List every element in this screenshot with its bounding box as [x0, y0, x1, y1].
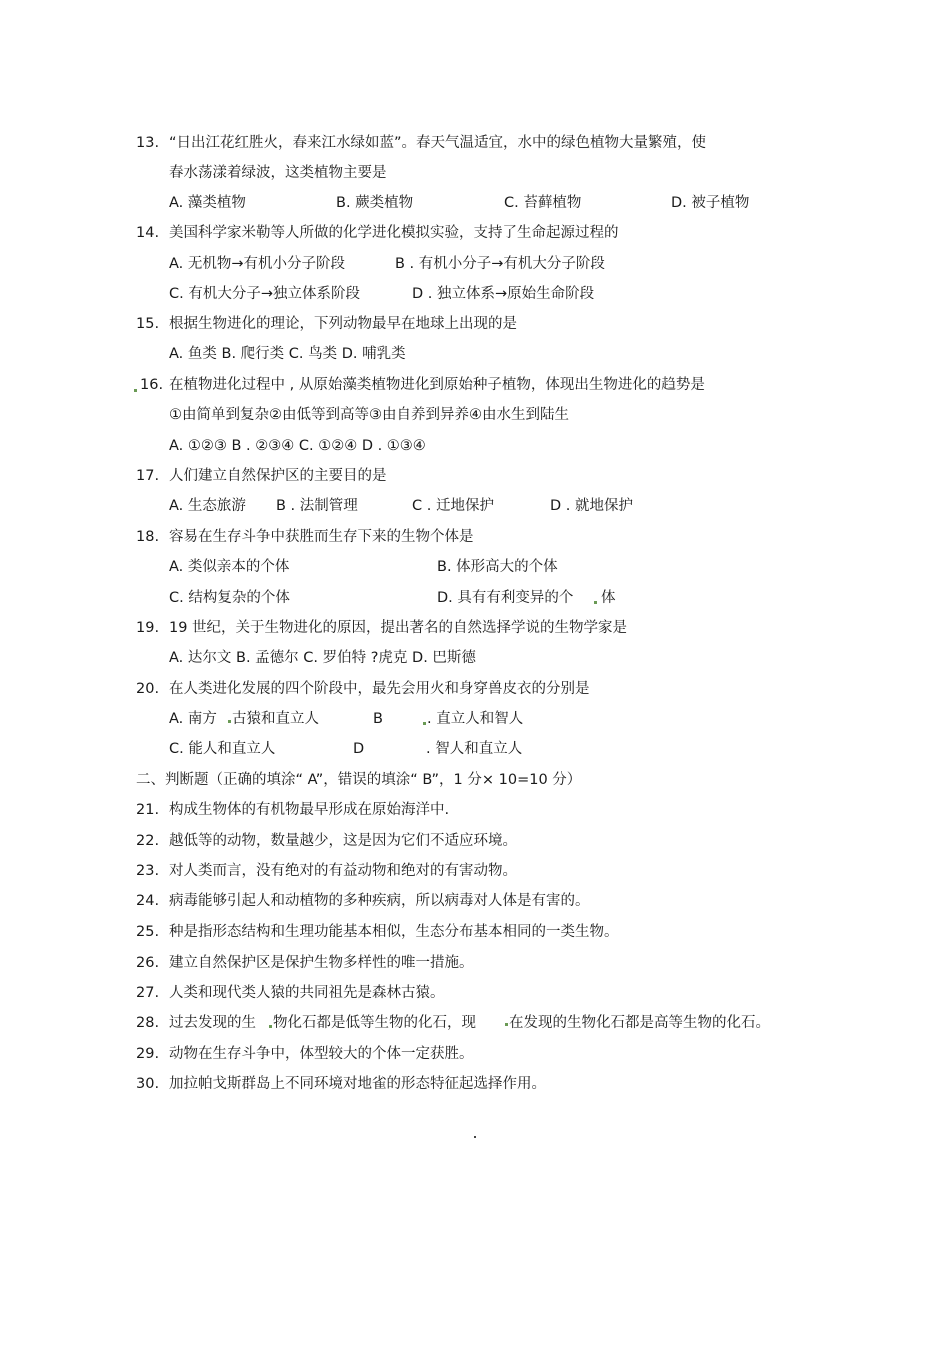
- options: A. ①②③ B . ②③④ C. ①②④ D . ①③④: [169, 438, 426, 454]
- question-stem: 在人类进化发展的四个阶段中，最先会用火和身穿兽皮衣的分别是: [169, 681, 590, 697]
- statement: 建立自然保护区是保护生物多样性的唯一措施。: [169, 955, 474, 971]
- scan-speck: [505, 1023, 508, 1026]
- scan-speck: [228, 720, 231, 723]
- statement: 种是指形态结构和生理功能基本相似，生态分布基本相同的一类生物。: [169, 924, 619, 940]
- option-c: C. 能人和直立人: [169, 741, 276, 757]
- question-number: 20.: [136, 681, 160, 697]
- scan-speck: [594, 601, 597, 604]
- question-number: 21.: [136, 802, 160, 818]
- option-d-letter: D: [353, 741, 365, 757]
- statement: 动物在生存斗争中，体型较大的个体一定获胜。: [169, 1046, 474, 1062]
- scan-speck: [269, 1025, 272, 1028]
- question-number: 22.: [136, 833, 160, 849]
- option-d: D. 具有有利变异的个: [437, 590, 574, 606]
- option-a: A. 生态旅游: [169, 498, 246, 514]
- question-number: 17.: [136, 468, 160, 484]
- option-d: D . 就地保护: [550, 498, 633, 514]
- question-number: 27.: [136, 985, 160, 1001]
- question-number: 23.: [136, 863, 160, 879]
- option-a: A. 藻类植物: [169, 195, 246, 211]
- page-mark: [474, 1136, 476, 1138]
- question-number: 26.: [136, 955, 160, 971]
- question-number: 14.: [136, 225, 160, 241]
- question-number: 30.: [136, 1076, 160, 1092]
- statement-part: 过去发现的生: [169, 1015, 256, 1031]
- option-c: C. 结构复杂的个体: [169, 590, 290, 606]
- question-stem: “日出江花红胜火，春来江水绿如蓝”。春天气温适宜，水中的绿色植物大量繁殖，使: [169, 135, 707, 151]
- option-a: A. 南方: [169, 711, 217, 727]
- statement: 人类和现代类人猿的共同祖先是森林古猿。: [169, 985, 445, 1001]
- statement: 对人类而言，没有绝对的有益动物和绝对的有害动物。: [169, 863, 517, 879]
- question-stem: 19 世纪，关于生物进化的原因，提出著名的自然选择学说的生物学家是: [169, 620, 628, 636]
- question-stem-continued: 春水荡漾着绿波，这类植物主要是: [169, 165, 387, 181]
- option-b: B . 法制管理: [276, 498, 358, 514]
- option-d: . 智人和直立人: [426, 741, 523, 757]
- statement: 病毒能够引起人和动植物的多种疾病，所以病毒对人体是有害的。: [169, 893, 590, 909]
- question-number: 16.: [140, 377, 164, 393]
- statement-part: 在发现的生物化石都是高等生物的化石。: [509, 1015, 770, 1031]
- option-a-tail: 古猿和直立人: [232, 711, 319, 727]
- question-stem: 在植物进化过程中 , 从原始藻类植物进化到原始种子植物，体现出生物进化的趋势是: [169, 377, 705, 393]
- options: A. 鱼类 B. 爬行类 C. 鸟类 D. 哺乳类: [169, 346, 406, 362]
- question-stem: 人们建立自然保护区的主要目的是: [169, 468, 387, 484]
- option-b: B . 有机小分子→有机大分子阶段: [395, 256, 605, 272]
- statement: 加拉帕戈斯群岛上不同环境对地雀的形态特征起选择作用。: [169, 1076, 546, 1092]
- question-stem: 美国科学家米勒等人所做的化学进化模拟实验，支持了生命起源过程的: [169, 225, 619, 241]
- option-d-tail: 体: [601, 590, 616, 606]
- option-a: A. 无机物→有机小分子阶段: [169, 256, 346, 272]
- question-number: 13.: [136, 135, 160, 151]
- option-d: D. 被子植物: [671, 195, 750, 211]
- question-number: 24.: [136, 893, 160, 909]
- statement: 构成生物体的有机物最早形成在原始海洋中.: [169, 802, 450, 818]
- question-number: 15.: [136, 316, 160, 332]
- option-a: A. 类似亲本的个体: [169, 559, 290, 575]
- scan-speck: [423, 722, 426, 725]
- question-number: 29.: [136, 1046, 160, 1062]
- option-c: C . 迁地保护: [412, 498, 494, 514]
- option-c: C. 苔藓植物: [504, 195, 582, 211]
- question-number: 18.: [136, 529, 160, 545]
- options: A. 达尔文 B. 孟德尔 C. 罗伯特 ?虎克 D. 巴斯德: [169, 650, 476, 666]
- statement-part: 物化石都是低等生物的化石，现: [273, 1015, 476, 1031]
- question-number: 19.: [136, 620, 160, 636]
- statement-list: ①由简单到复杂②由低等到高等③由自养到异养④由水生到陆生: [169, 407, 569, 423]
- question-number: 25.: [136, 924, 160, 940]
- statement: 越低等的动物，数量越少，这是因为它们不适应环境。: [169, 833, 517, 849]
- option-b: B. 蕨类植物: [336, 195, 414, 211]
- option-c: C. 有机大分子→独立体系阶段: [169, 286, 360, 302]
- option-b-letter: B: [373, 711, 383, 727]
- option-b: B. 体形高大的个体: [437, 559, 558, 575]
- option-d: D . 独立体系→原始生命阶段: [412, 286, 595, 302]
- question-stem: 根据生物进化的理论，下列动物最早在地球上出现的是: [169, 316, 517, 332]
- option-b: . 直立人和智人: [427, 711, 524, 727]
- question-stem: 容易在生存斗争中获胜而生存下来的生物个体是: [169, 529, 474, 545]
- question-number: 28.: [136, 1015, 160, 1031]
- section-title: 二、判断题（正确的填涂“ A”，错误的填涂“ B”，1 分× 10=10 分）: [136, 772, 582, 788]
- scan-speck: [134, 389, 137, 392]
